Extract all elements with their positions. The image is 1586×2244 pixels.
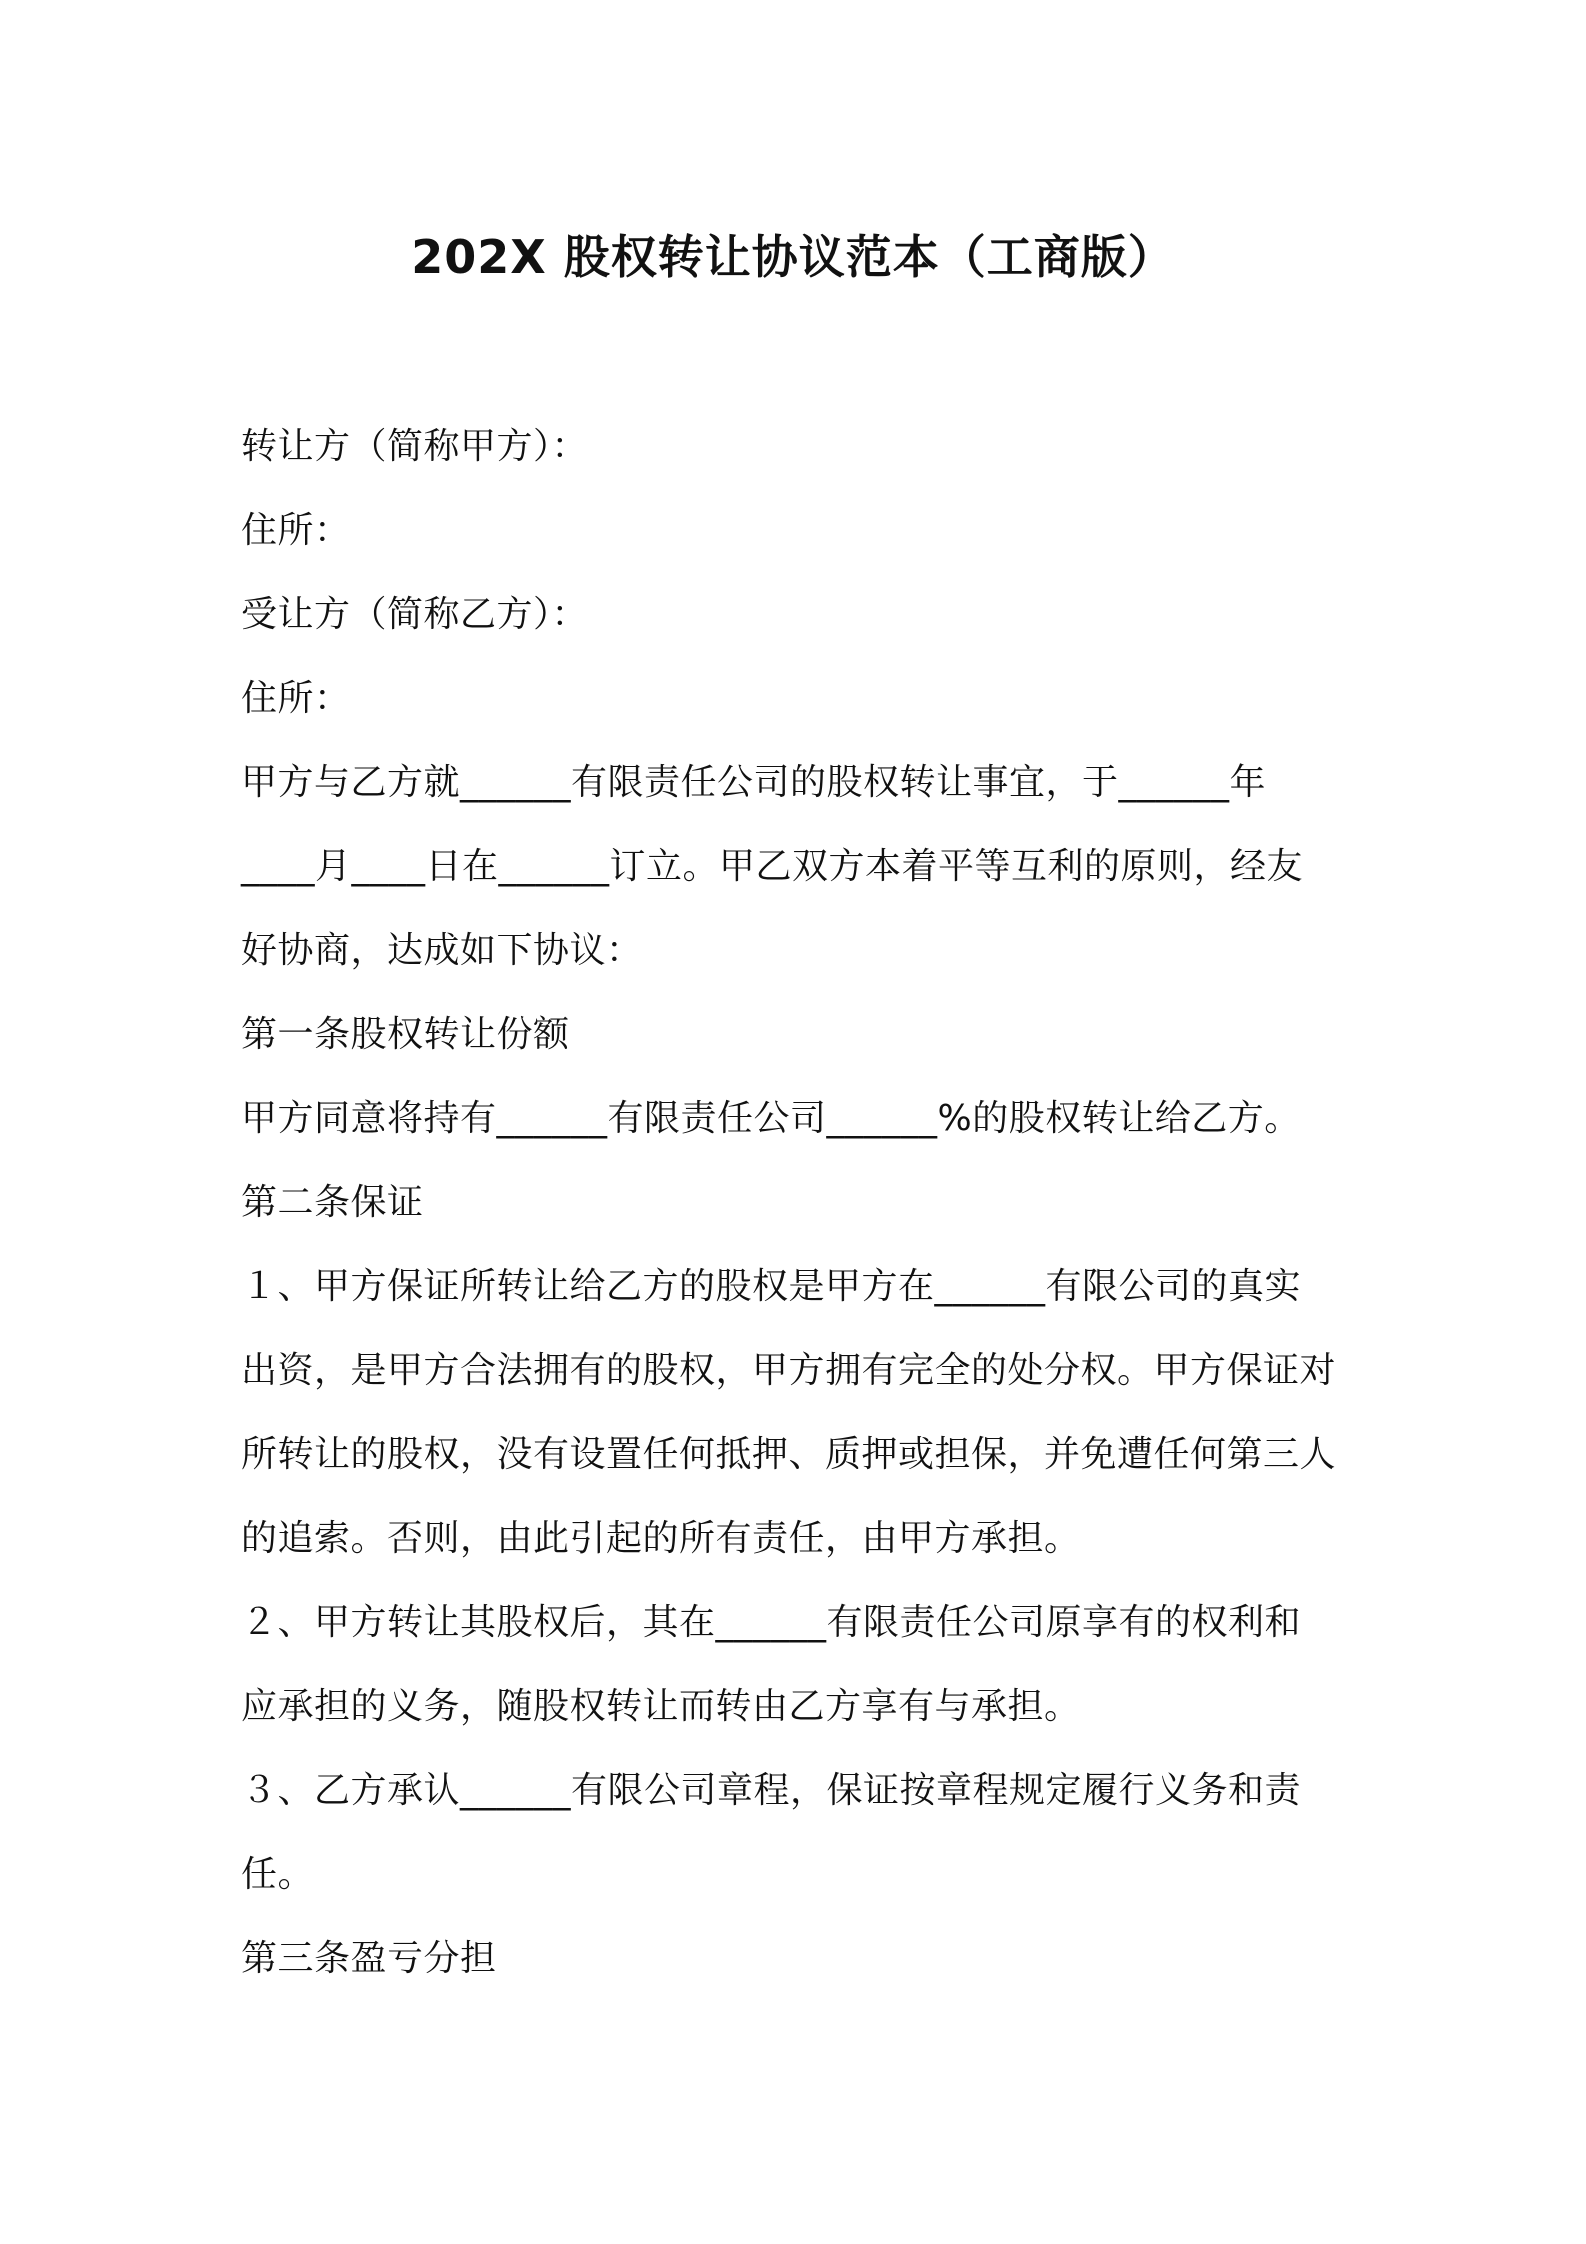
preamble-line-3: 好协商，达成如下协议：: [241, 930, 643, 971]
article-1-text: 甲方同意将持有______有限责任公司______%的股权转让给乙方。: [241, 1098, 1301, 1139]
article-2-clause-3-line-1: ３、乙方承认______有限公司章程，保证按章程规定履行义务和责: [241, 1770, 1302, 1811]
article-2-heading: 第二条保证: [241, 1182, 424, 1223]
transferor-line: 转让方（简称甲方）：: [241, 426, 589, 467]
preamble-line-1: 甲方与乙方就______有限责任公司的股权转让事宜，于______年: [241, 762, 1267, 803]
transferee-line: 受让方（简称乙方）：: [241, 594, 589, 635]
document-title: 202X 股权转让协议范本（工商版）: [411, 230, 1175, 284]
transferee-address-line: 住所：: [241, 678, 351, 719]
article-2-clause-1-line-1: １、甲方保证所转让给乙方的股权是甲方在______有限公司的真实: [241, 1266, 1302, 1307]
article-2-clause-2-line-2: 应承担的义务，随股权转让而转由乙方享有与承担。: [241, 1686, 1081, 1727]
article-2-clause-1-line-2: 出资，是甲方合法拥有的股权，甲方拥有完全的处分权。甲方保证对: [241, 1350, 1337, 1391]
article-2-clause-1-line-4: 的追索。否则，由此引起的所有责任，由甲方承担。: [241, 1518, 1081, 1559]
article-2-clause-2-line-1: ２、甲方转让其股权后，其在______有限责任公司原享有的权利和: [241, 1602, 1302, 1643]
document-body: [241, 405, 1351, 2001]
article-1-heading: 第一条股权转让份额: [241, 1014, 570, 1055]
transferor-address-line: 住所：: [241, 510, 351, 551]
article-2-clause-3-line-2: 任。: [241, 1854, 315, 1895]
preamble-line-2: ____月____日在______订立。甲乙双方本着平等互利的原则，经友: [241, 846, 1304, 887]
article-2-clause-1-line-3: 所转让的股权，没有设置任何抵押、质押或担保，并免遭任何第三人: [241, 1434, 1337, 1475]
article-3-heading: 第三条盈亏分担: [241, 1938, 497, 1979]
